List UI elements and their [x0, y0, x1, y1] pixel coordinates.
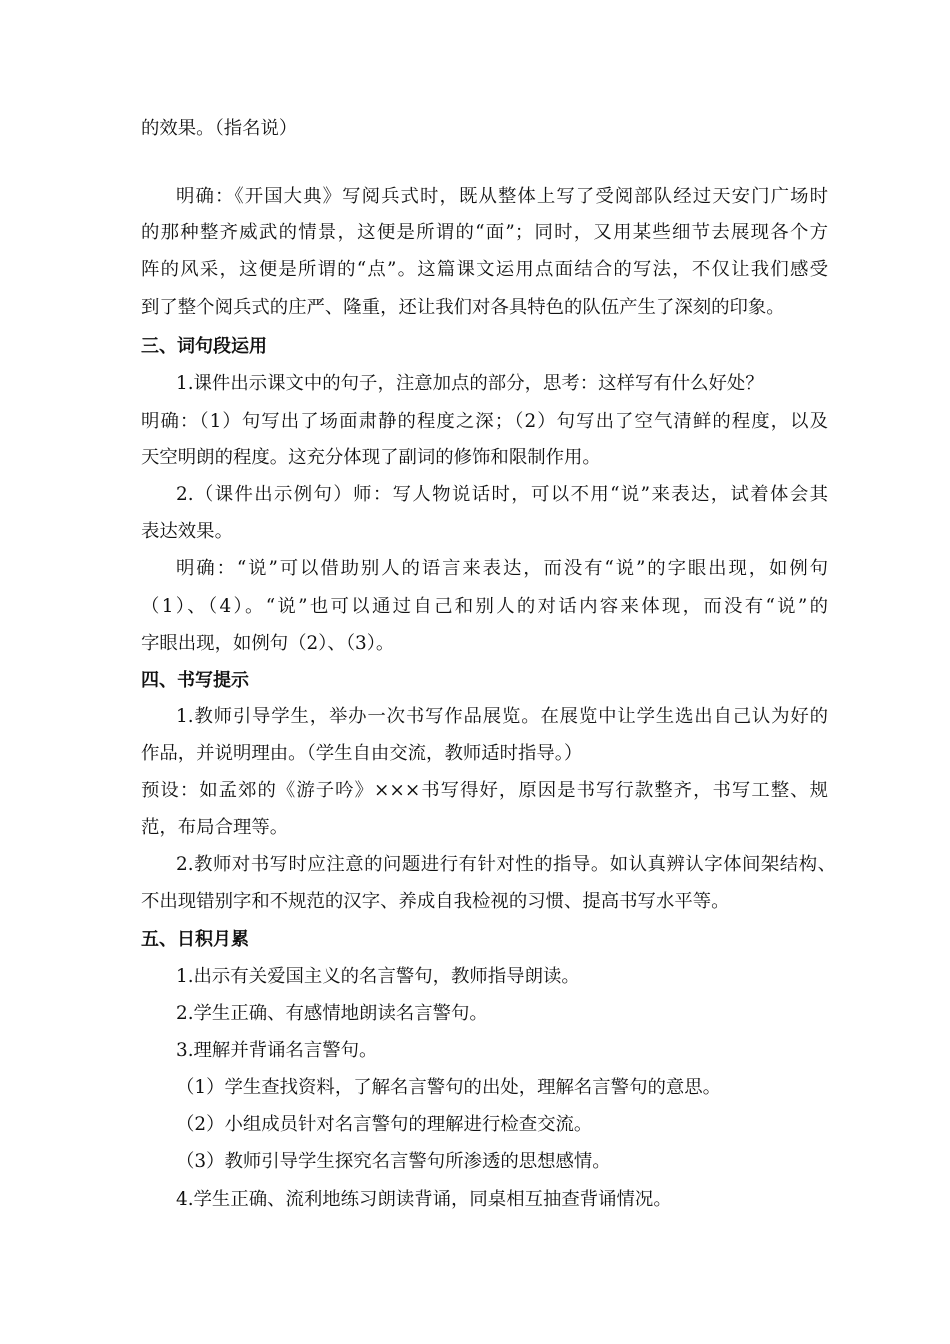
text-line: 预设：如孟郊的《游子吟》×××书写得好，原因是书写行款整齐，书写工整、规: [141, 780, 828, 801]
text-line: 1.出示有关爱国主义的名言警句，教师指导朗读。: [176, 966, 580, 987]
text-line: 的效果。（指名说）: [141, 118, 298, 139]
text-line: 表达效果。: [141, 521, 233, 542]
text-line: 的那种整齐威武的情景，这便是所谓的“面”；同时，又用某些细节去展现各个方: [141, 222, 828, 243]
text-line: 1.课件出示课文中的句子，注意加点的部分，思考：这样写有什么好处？: [176, 373, 764, 394]
text-line: 不出现错别字和不规范的汉字、养成自我检视的习惯、提高书写水平等。: [141, 891, 730, 912]
text-line: （2）小组成员针对名言警句的理解进行检查交流。: [176, 1114, 593, 1135]
text-line: 2.教师对书写时应注意的问题进行有针对性的指导。如认真辨认字体间架结构、: [176, 854, 836, 875]
text-line: 作品，并说明理由。（学生自由交流，教师适时指导。）: [141, 743, 583, 764]
text-line: 字眼出现，如例句（2）、（3）。: [141, 633, 395, 654]
text-line: 到了整个阅兵式的庄严、隆重，还让我们对各具特色的队伍产生了深刻的印象。: [141, 297, 785, 318]
text-line: 明确：（1）句写出了场面肃静的程度之深；（2）句写出了空气清鲜的程度，以及: [141, 411, 828, 432]
text-line: 范，布局合理等。: [141, 817, 289, 838]
text-line: 4.学生正确、流利地练习朗读背诵，同桌相互抽查背诵情况。: [176, 1189, 672, 1210]
text-line: （3）教师引导学生探究名言警句所渗透的思想感情。: [176, 1151, 611, 1172]
text-line: 阵的风采，这便是所谓的“点”。这篇课文运用点面结合的写法，不仅让我们感受: [141, 259, 828, 280]
section-heading: 四、书写提示: [141, 670, 249, 691]
text-line: 2.学生正确、有感情地朗读名言警句。: [176, 1003, 488, 1024]
text-line: 1.教师引导学生，举办一次书写作品展览。在展览中让学生选出自己认为好的: [176, 706, 828, 727]
text-line: 3.理解并背诵名言警句。: [176, 1040, 378, 1061]
text-line: 2.（课件出示例句）师：写人物说话时，可以不用“说”来表达，试着体会其: [176, 484, 828, 505]
section-heading: 五、日积月累: [141, 929, 249, 950]
section-heading: 三、词句段运用: [141, 336, 267, 357]
text-line: （1）、（4）。“说”也可以通过自己和别人的对话内容来体现，而没有“说”的: [141, 596, 828, 617]
text-line: 明确：《开国大典》写阅兵式时，既从整体上写了受阅部队经过天安门广场时: [176, 186, 828, 207]
text-line: 天空明朗的程度。这充分体现了副词的修饰和限制作用。: [141, 447, 601, 468]
text-line: 明确：“说”可以借助别人的语言来表达，而没有“说”的字眼出现，如例句: [176, 558, 828, 579]
text-line: （1）学生查找资料，了解名言警句的出处，理解名言警句的意思。: [176, 1077, 722, 1098]
